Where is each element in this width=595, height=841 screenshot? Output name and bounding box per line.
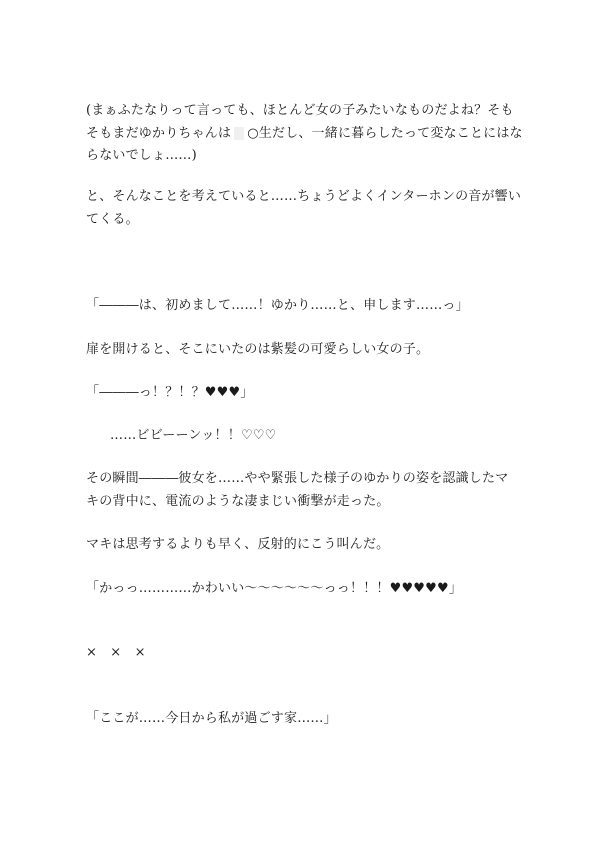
narration-shout: マキは思考するよりも早く、反射的にこう叫んだ。 [86, 537, 390, 552]
paragraph-2-line-1: と、そんなことを考えていると……ちょうどよくインターホンの音が響い [86, 189, 522, 204]
paragraph-2-line-2: てくる。 [86, 212, 139, 227]
scene-separator: × × × [86, 645, 146, 660]
paragraph-1-line-1: (まぁふたなりって言っても、ほとんど女の子みたいなものだよね？そも [86, 103, 514, 118]
dialogue-cute: 「かっっ…………かわいい～～～～～～っっ！！！♥♥♥♥♥」 [86, 581, 463, 596]
dialogue-house: 「ここが……今日から私が過ごす家……」 [86, 711, 337, 726]
dialogue-greeting: 「―――は、初めまして……！ゆかり……と、申します……っ」 [86, 298, 469, 313]
paragraph-7-line-2: キの背中に、電流のような凄まじい衝撃が走った。 [86, 494, 390, 509]
narration-door: 扉を開けると、そこにいたのは紫髪の可愛らしい女の子。 [86, 342, 430, 357]
sound-effect: ……ビビーーンッ！！♡♡♡ [110, 428, 277, 443]
paragraph-7-line-1: その瞬間―――彼女を……やや緊張した様子のゆかりの姿を認識したマ [86, 471, 509, 486]
paragraph-1-line-3: らないでしょ……) [86, 148, 197, 163]
dialogue-shock: 「―――っ！？！？♥♥♥」 [86, 385, 254, 400]
paragraph-1-line-2 [86, 125, 523, 143]
redaction-mask [234, 127, 244, 140]
paragraph-1-line-2-start: そもまだゆかりちゃんは [86, 126, 232, 141]
paragraph-1-line-2-end: ○生だし、一緒に暮らしたって変なことにはな [247, 126, 523, 141]
